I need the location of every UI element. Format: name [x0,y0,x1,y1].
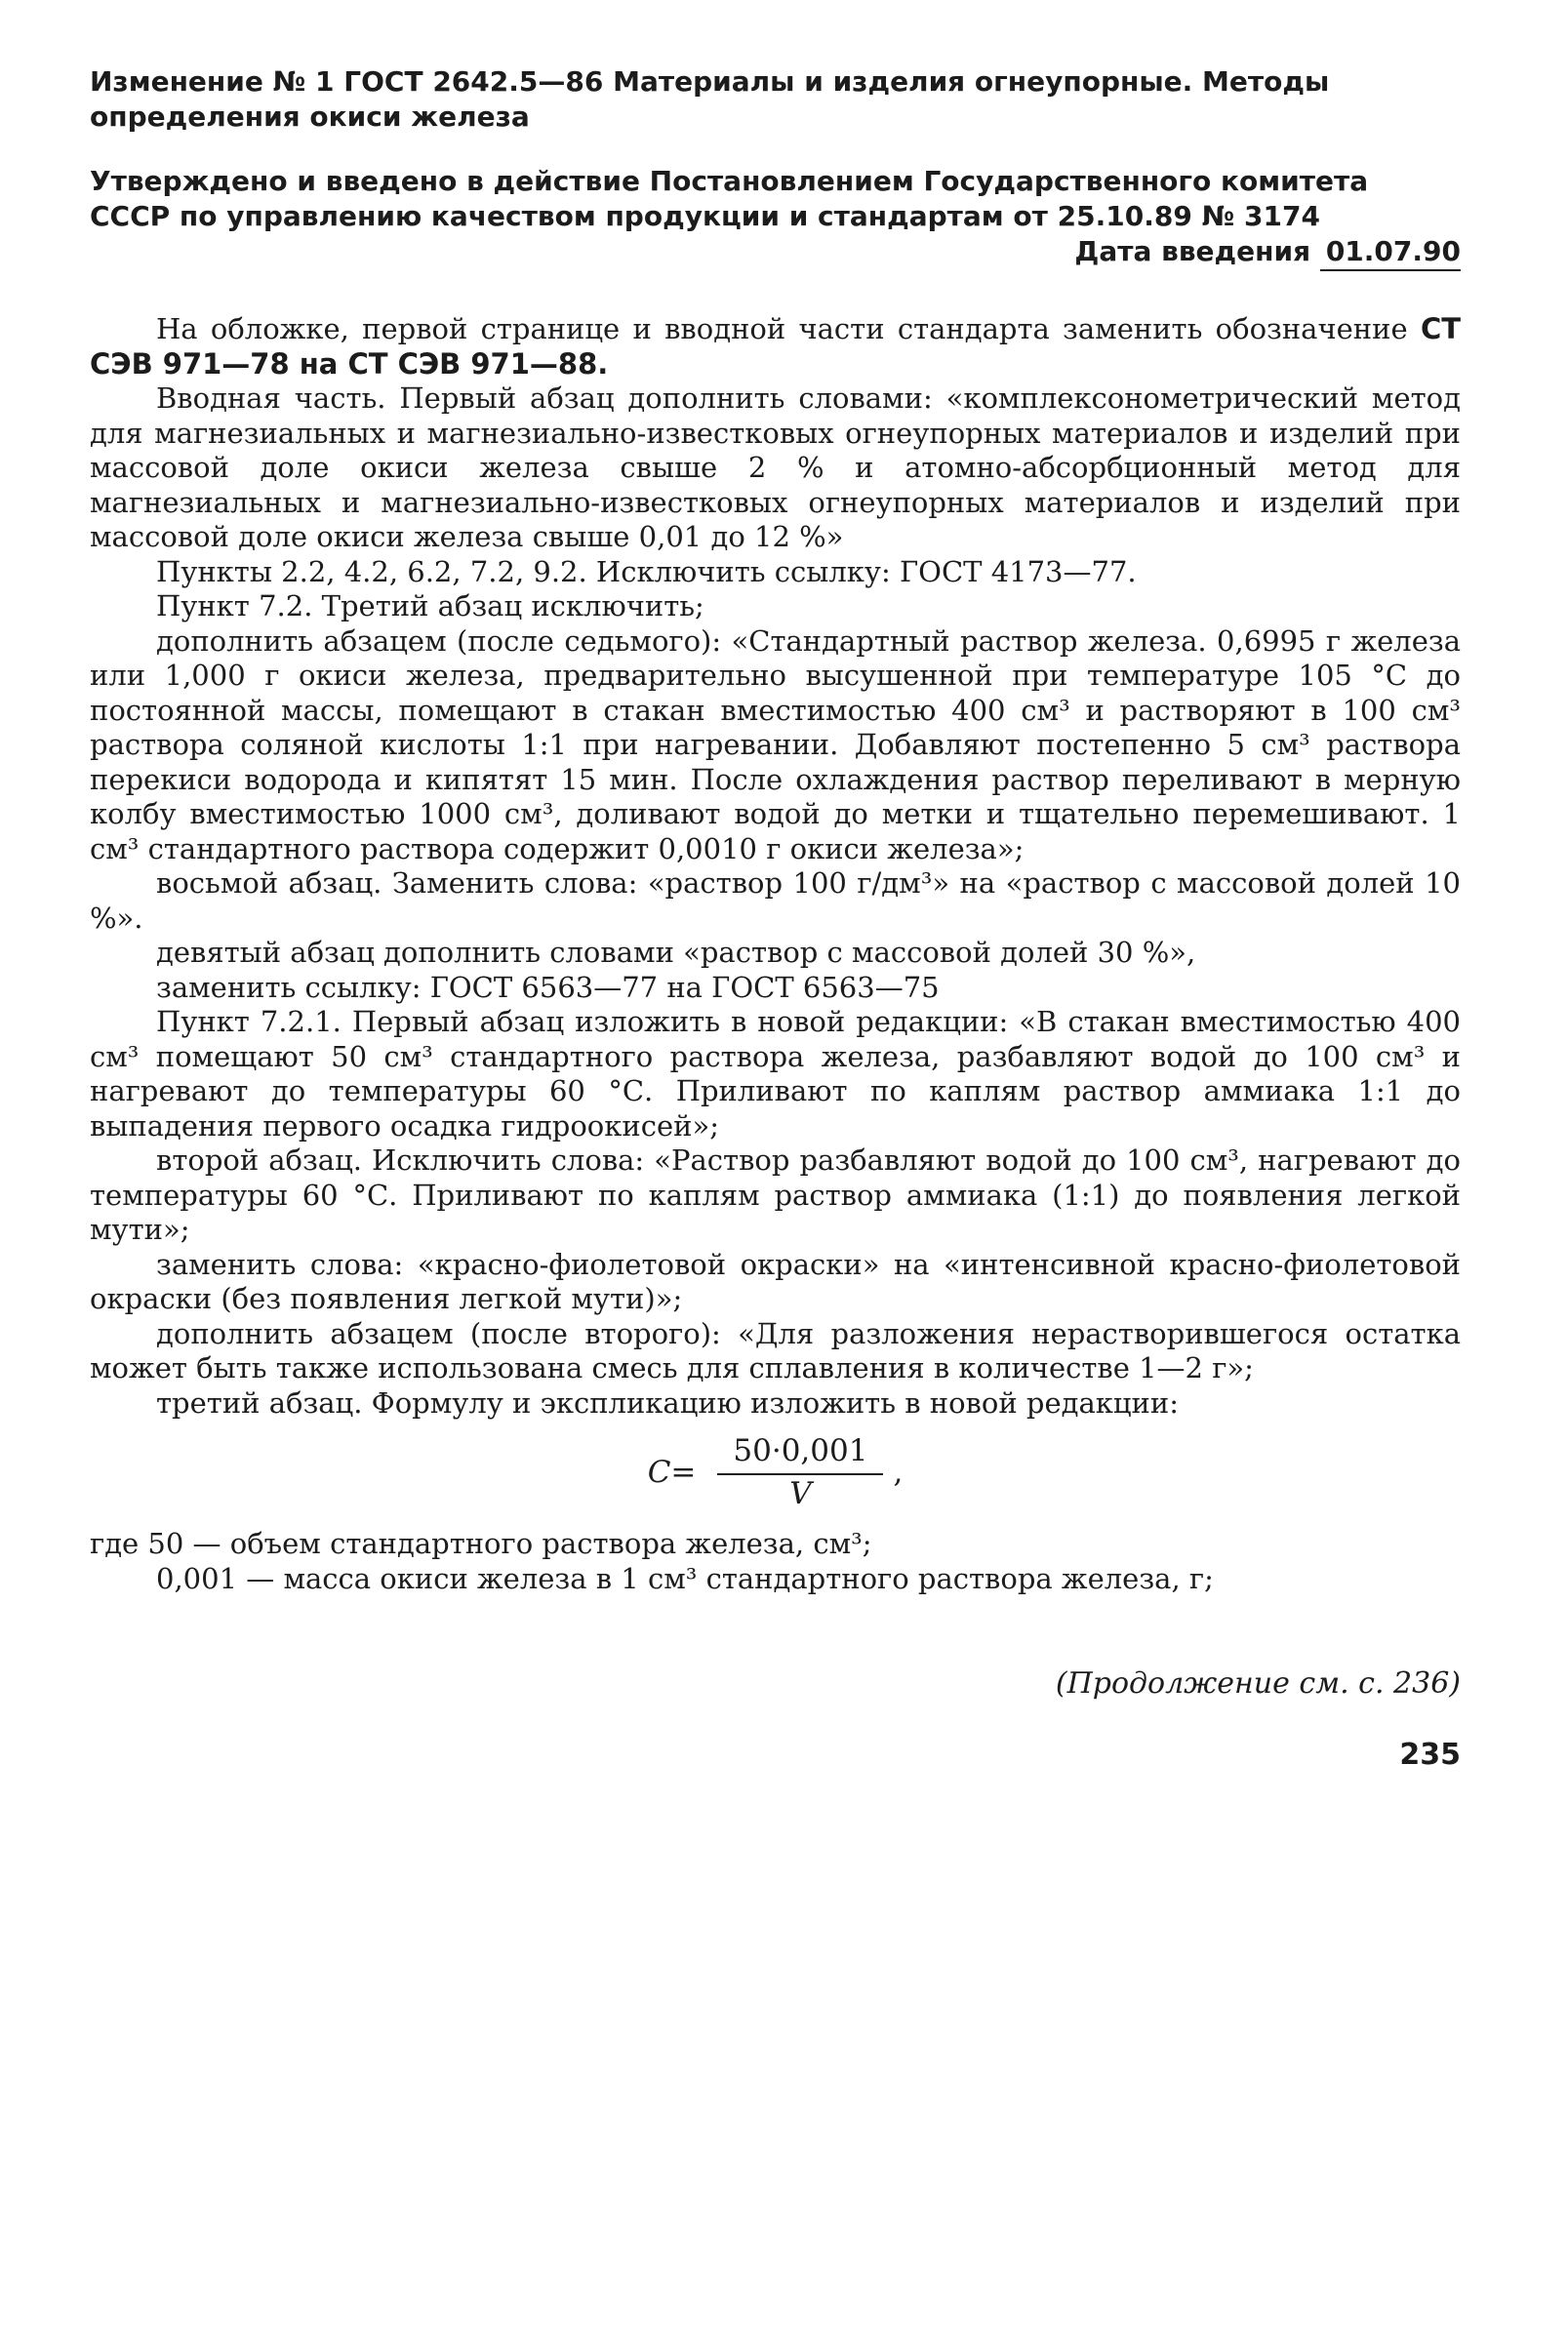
paragraph-item-7-2-1: Пункт 7.2.1. Первый абзац изложить в новой редакции: «В стакан вместимостью 400 см³ помещают 50 см³ стандартного раствора железа, разбавляют водой до 100 см³ и нагревают до температуры 60 °С. Приливают по каплям раствор аммиака 1:1 до выпадения первого осадка гидроокисей»; [90,1005,1461,1143]
paragraph-designation [90,312,1461,381]
standard-designation: СТ СЭВ 971—78 на СТ СЭВ 971—88. [90,312,1462,381]
paragraph-standard-solution: дополнить абзацем (после седьмого): «Стандартный раствор железа. 0,6995 г железа или 1,000 г окиси железа, предварительно высушенной при температуре 105 °С до постоянной массы, помещают в стакан вместимостью 400 см³ и растворяют в 100 см³ раствора соляной кислоты 1:1 при нагревании. Добавляют постепенно 5 см³ раствора перекиси водорода и кипятят 15 мин. После охлаждения раствор переливают в мерную колбу вместимостью 1000 см³, доливают водой до метки и тщательно перемешивают. 1 см³ стандартного раствора содержит 0,0010 г окиси железа»; [90,623,1461,865]
effective-date [90,234,1461,269]
formula-trail: , [893,1454,904,1490]
document-body [90,312,1461,1596]
amendment-title [90,64,1461,135]
formula-denominator: V [789,1475,812,1511]
paragraph-eighth: восьмой абзац. Заменить слова: «раствор 100 г/дм³» на «раствор с массовой долей 10 %». [90,866,1461,935]
explication-line-2: 0,001 — масса окиси железа в 1 см³ стандартного раствора железа, г; [156,1561,1214,1595]
paragraph-replace-words: заменить слова: «красно-фиолетовой окраски» на «интенсивной красно-фиолетовой окраски (без появления легкой мути)»; [90,1247,1461,1315]
formula [90,1434,1461,1511]
page-number: 235 [1399,1738,1461,1772]
paragraph-ninth: девятый абзац дополнить словами «раствор с массовой долей 30 %», [156,936,1196,969]
approval-line-2: СССР по управлению качеством продукции и стандартам от 25.10.89 № 3174 [90,200,1320,232]
title-line-1: Изменение № 1 ГОСТ 2642.5—86 Материалы и изделия огнеупорные. Методы [90,65,1330,98]
formula-fraction [717,1434,883,1511]
continuation-note: (Продолжение см. с. 236) [1055,1666,1461,1701]
title-line-2: определения окиси железа [90,100,530,133]
formula-lhs: С= [647,1454,697,1490]
paragraph-third: третий абзац. Формулу и экспликацию изложить в новой редакции: [156,1385,1179,1420]
explication-line-1: где 50 — объем стандартного раствора железа, см³; [90,1527,872,1560]
paragraph-add: дополнить абзацем (после второго): «Для разложения нерастворившегося остатка может быть также использована смесь для сплавления в количестве 1—2 г»; [90,1316,1461,1384]
paragraph-second: второй абзац. Исключить слова: «Раствор разбавляют водой до 100 см³, нагревают до температуры 60 °С. Приливают по каплям раствор аммиака (1:1) до появления легкой мути»; [90,1143,1461,1246]
paragraph-intro: Вводная часть. Первый абзац дополнить словами: «комплексонометрический метод для магнезиальных и магнезиально-известковых огнеупорных материалов и изделий при массовой доле окиси железа свыше 2 % и атомно-абсорбционный метод для магнезиальных и магнезиально-известковых огнеупорных материалов и изделий при массовой доле окиси железа свыше 0,01 до 12 %» [90,381,1461,553]
paragraph-reference: заменить ссылку: ГОСТ 6563—77 на ГОСТ 6563—75 [156,970,940,1004]
approval-block [90,164,1461,234]
effective-date-value: 01.07.90 [1320,235,1461,271]
formula-numerator: 50·0,001 [717,1434,883,1475]
approval-line-1: Утверждено и введено в действие Постановлением Государственного комитета [90,165,1369,197]
paragraph-items: Пункты 2.2, 4.2, 6.2, 7.2, 9.2. Исключить ссылку: ГОСТ 4173—77. [156,554,1137,588]
paragraph-item-7-2: Пункт 7.2. Третий абзац исключить; [156,589,704,622]
paragraph-designation-text: На обложке, первой странице и вводной части стандарта заменить обозначение [156,312,1408,345]
effective-date-label: Дата введения [1074,235,1311,267]
